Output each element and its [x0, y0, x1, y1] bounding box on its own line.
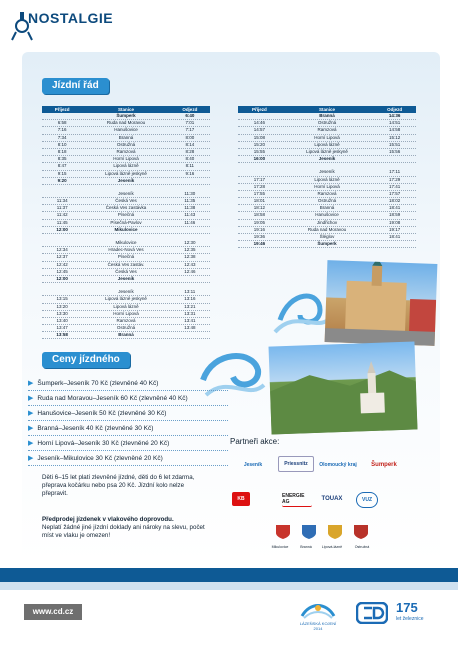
price-text: Ruda nad Moravou–Jeseník 60 Kč (zlevněné 40 Kč): [37, 394, 188, 402]
table-row: [42, 227, 210, 234]
departure-cell: [170, 227, 210, 233]
partner-logo-kb: KB: [232, 492, 250, 506]
station-cell: Lipová lázně: [314, 141, 340, 147]
station-cell: Lipová lázně: [113, 303, 139, 309]
table-row: [42, 262, 210, 269]
station-cell: Horní Lipová: [314, 134, 340, 140]
departure-cell: 13:41: [184, 317, 196, 323]
station-cell: Jindřichov: [316, 219, 338, 225]
station-cell: Písečná: [117, 254, 135, 260]
table-row: [42, 332, 210, 339]
departure-cell: 12:38: [184, 254, 196, 260]
station-cell: Branná: [118, 332, 134, 338]
departure-cell: 15:56: [388, 148, 401, 154]
price-text: Hanušovice–Jeseník 50 Kč (zlevněné 30 Kč): [37, 409, 167, 417]
arrival-cell: 19:46: [253, 241, 266, 247]
price-list: [28, 376, 228, 466]
price-text: Branná–Jeseník 40 Kč (zlevněné 30 Kč): [37, 424, 154, 432]
price-item: [28, 436, 228, 451]
departure-cell: 14:58: [388, 127, 401, 133]
landscape-photo: [269, 341, 418, 434]
arrival-cell: [42, 240, 82, 246]
table-row: [238, 177, 416, 184]
arrival-cell: 9:15: [57, 170, 67, 176]
station-cell: Česká Ves zastáv.: [107, 261, 145, 267]
arrival-cell: 13:15: [56, 296, 68, 302]
departure-cell: 12:30: [184, 240, 196, 245]
table-row: [238, 220, 416, 227]
footer-stripe: [0, 582, 458, 590]
station-cell: Horní Lipová: [113, 310, 139, 316]
arrival-cell: 17:28: [253, 183, 265, 189]
station-cell: Branná: [118, 134, 134, 140]
departure-cell: 17:11: [389, 169, 401, 175]
station-cell: Šléglov: [319, 234, 335, 239]
table-row: [42, 113, 210, 120]
footer-band: [0, 568, 458, 582]
partner-logo-olomoucky-kraj: Olomoucký kraj: [319, 462, 357, 468]
arrival-cell: 15:55: [253, 148, 265, 154]
table-row: [238, 156, 416, 163]
table-row: [42, 163, 210, 170]
departure-cell: 12:46: [184, 268, 196, 274]
departure-cell: 11:30: [184, 190, 196, 196]
table-row: [42, 212, 210, 219]
swirl-decoration: [270, 280, 330, 340]
table-row: [42, 311, 210, 318]
table-row: [42, 120, 210, 127]
table-row: [238, 149, 416, 156]
arrival-cell: 11:45: [56, 219, 68, 225]
timetable-left: [42, 106, 210, 339]
departure-cell: 8:28: [185, 148, 195, 154]
table-row: [238, 191, 416, 198]
arrival-cell: 11:37: [56, 205, 68, 211]
table-row: [42, 127, 210, 134]
price-text: Šumperk–Jeseník 70 Kč (zlevněné 40 Kč): [37, 379, 159, 387]
partner-logo-priessnitz: Priessnitz: [278, 456, 314, 472]
station-cell: Česká Ves: [115, 268, 137, 274]
arrow-icon: ▶: [28, 380, 34, 387]
departure-cell: 17:29: [388, 176, 401, 182]
arrow-icon: ▶: [28, 455, 34, 462]
website-link[interactable]: www.cd.cz: [24, 604, 82, 620]
departure-cell: [170, 276, 210, 282]
arrival-cell: 14:46: [253, 120, 265, 126]
station-cell: Hanušovice: [114, 127, 138, 133]
table-row: [42, 178, 210, 185]
arrival-cell: [42, 113, 82, 119]
station-cell: Jeseník: [117, 177, 135, 183]
departure-cell: 7:01: [185, 120, 195, 126]
departure-cell: 12:35: [184, 247, 196, 253]
arrival-cell: 12:37: [56, 254, 68, 260]
partners-heading: Partneři akce:: [230, 437, 280, 446]
departure-cell: 7:17: [185, 127, 195, 133]
partner-logo-energie-ag: ENERGIE AG: [282, 492, 312, 507]
departure-cell: 17:41: [388, 183, 401, 189]
arrival-cell: 7:34: [57, 134, 67, 140]
price-item: [28, 451, 228, 466]
partner-logo-sumperk: Šumperk: [371, 462, 397, 468]
departure-cell: 11:35: [184, 198, 196, 204]
station-cell: Šumperk: [317, 241, 337, 247]
station-cell: Hradec-Nová Ves: [108, 247, 144, 253]
arrival-cell: 18:01: [253, 198, 265, 204]
departure-cell: 19:08: [388, 219, 401, 225]
presale-title: Předprodej jízdenek v vlakového doprovodu.: [42, 516, 174, 523]
departure-cell: 18:59: [388, 212, 401, 218]
station-cell: Lipová lázně jeskyně: [306, 148, 348, 154]
departure-cell: [170, 178, 210, 184]
station-cell: Ramzová: [317, 190, 337, 196]
departure-cell: 8:00: [185, 134, 195, 140]
station-cell: Branná: [319, 205, 335, 211]
table-row: [238, 135, 416, 142]
arrival-cell: 8:47: [57, 163, 67, 169]
station-cell: Česká Ves: [115, 198, 137, 204]
station-cell: Písečná: [117, 212, 135, 218]
arrival-cell: [42, 191, 82, 197]
arrow-icon: ▶: [28, 395, 34, 402]
arrival-cell: 8:10: [57, 141, 67, 147]
price-item: [28, 421, 228, 436]
station-cell: Jeseník: [117, 275, 135, 281]
station-cell: Lipová lázně: [314, 176, 340, 182]
table-row: [238, 205, 416, 212]
departure-cell: 11:46: [184, 219, 196, 225]
departure-cell: 12:43: [184, 261, 196, 267]
departure-header: Odjezd: [182, 107, 198, 112]
arrival-cell: 19:16: [253, 226, 265, 232]
station-header: Stanice: [318, 107, 335, 112]
arrival-cell: 19:05: [253, 219, 265, 225]
table-row: [42, 240, 210, 247]
table-row: [238, 184, 416, 191]
table-row: [42, 289, 210, 296]
table-row: [42, 296, 210, 303]
arrival-cell: 12:00: [56, 275, 68, 281]
station-cell: Písečná-Pavlov: [110, 219, 142, 225]
table-row: [42, 318, 210, 325]
arrival-cell: 11:34: [56, 198, 68, 204]
station-cell: Česká Ves zastávka: [105, 205, 147, 211]
arrival-cell: 9:20: [57, 177, 67, 183]
discount-note: Děti 6–15 let platí zlevněné jízdné, děti do 6 let zdarma, přeprava kočárku nebo psa 20 Kč. Jízdní kolo nelze přepravit.: [42, 474, 195, 497]
table-row: [42, 171, 210, 178]
departure-cell: 15:51: [388, 141, 401, 147]
table-row: [238, 198, 416, 205]
departure-cell: 13:31: [184, 310, 196, 316]
partner-logo-touax: TOUAX: [321, 496, 343, 502]
table-row: [42, 205, 210, 212]
table-row: [42, 142, 210, 149]
table-row: [42, 325, 210, 332]
arrival-header: Příjezd: [54, 107, 70, 112]
arrow-icon: ▶: [28, 410, 34, 417]
departure-cell: 15:12: [388, 134, 401, 140]
station-cell: Hanušovice: [315, 212, 339, 218]
arrival-cell: [42, 289, 82, 295]
departure-cell: 14:51: [388, 120, 401, 126]
arrival-cell: [238, 169, 281, 175]
arrival-cell: 8:18: [57, 148, 67, 154]
price-item: [28, 376, 228, 391]
table-row: [238, 142, 416, 149]
table-row: [238, 212, 416, 219]
station-cell: Jeseník: [118, 190, 134, 196]
station-cell: Ruda nad Moravou: [106, 120, 146, 126]
brand-name: NOSTALGIE: [28, 10, 114, 26]
price-text: Horní Lipová–Jeseník 30 Kč (zlevněné 20 Kč): [37, 439, 170, 447]
arrival-cell: 6:58: [57, 120, 67, 126]
arrival-cell: 12:42: [56, 261, 68, 267]
station-cell: Jeseník: [318, 156, 336, 162]
table-row: [42, 254, 210, 261]
partner-logo-vuz: VUZ: [356, 492, 378, 508]
departure-cell: 18:41: [388, 234, 401, 239]
arrival-cell: 8:35: [57, 156, 67, 162]
arrival-cell: 17:17: [253, 176, 265, 182]
arrival-cell: 13:47: [56, 325, 68, 331]
partner-logo-ostruzna: Ostružná: [354, 545, 370, 549]
arrival-cell: 13:58: [56, 332, 68, 338]
departure-cell: 18:02: [388, 198, 401, 204]
table-row: [42, 269, 210, 276]
station-cell: Mikulovice: [115, 240, 137, 245]
partner-logo-jesenik: Jeseník: [243, 462, 263, 468]
departure-cell: 11:43: [184, 212, 196, 218]
station-cell: Ramzová: [116, 317, 136, 323]
table-row: [238, 127, 416, 134]
station-header: Stanice: [117, 107, 134, 112]
partner-logo-branna: Branná: [300, 545, 312, 549]
arrival-cell: 12:34: [56, 247, 68, 253]
table-row: [238, 169, 416, 176]
table-row: [238, 120, 416, 127]
station-cell: Ostružná: [116, 141, 136, 147]
station-cell: Ramzová: [116, 148, 136, 154]
station-cell: Horní Lipová: [113, 156, 139, 162]
table-row: [42, 304, 210, 311]
arrival-cell: 16:00: [253, 156, 266, 162]
cd-logo: [356, 602, 388, 624]
arrival-cell: 18:12: [253, 205, 265, 211]
station-cell: Lipová lázně: [113, 163, 139, 169]
station-cell: Ostružná: [317, 120, 337, 126]
station-cell: Jeseník: [319, 169, 335, 175]
arrival-cell: 15:08: [253, 134, 265, 140]
timetable-right: [238, 106, 416, 248]
partner-logo-lipova: Lipová-lázně: [321, 545, 343, 549]
anniversary-number: 175: [396, 600, 418, 615]
presale-body: Neplatí žádné jiné jízdní doklady ani nároky na slevu, počet míst ve vlaku je omezen!: [42, 524, 205, 539]
price-item: [28, 391, 228, 406]
station-cell: Horní Lipová: [314, 183, 340, 189]
departure-cell: 6:40: [185, 113, 195, 118]
price-text: Jeseník–Mikulovice 30 Kč (zlevněné 20 Kč): [37, 454, 163, 462]
arrival-cell: 18:58: [253, 212, 265, 218]
departure-cell: 19:17: [388, 226, 401, 232]
departure-cell: 17:57: [388, 190, 401, 196]
table-row: [238, 113, 416, 120]
partner-logo-mikulovice: Mikulovice: [271, 545, 289, 549]
arrival-cell: 13:40: [56, 317, 68, 323]
departure-cell: 13:16: [184, 296, 196, 302]
coat-of-arms-row: [272, 524, 376, 540]
table-row: [42, 149, 210, 156]
departure-cell: 8:14: [185, 141, 195, 147]
station-cell: Ruda nad Moravou: [307, 226, 347, 232]
table-header: [42, 106, 210, 113]
arrival-cell: 11:42: [56, 212, 68, 218]
departure-cell: [373, 156, 416, 162]
station-cell: Ostružná: [116, 325, 136, 331]
arrival-header: Příjezd: [251, 107, 267, 112]
arrival-cell: [238, 113, 281, 119]
departure-header: Odjezd: [387, 107, 403, 112]
arrival-cell: 12:00: [56, 226, 68, 232]
departure-cell: 13:48: [184, 325, 196, 331]
table-row: [238, 227, 416, 234]
price-item: [28, 406, 228, 421]
arrival-cell: 12:45: [56, 268, 68, 274]
table-row: [42, 135, 210, 142]
departure-cell: 13:21: [184, 303, 196, 309]
departure-cell: 8:11: [185, 163, 195, 169]
arrival-cell: 13:20: [56, 303, 68, 309]
presale-note: [42, 516, 214, 540]
arrival-cell: 17:55: [253, 190, 265, 196]
departure-cell: 8:40: [185, 156, 195, 162]
prices-heading: Ceny jízdného: [42, 352, 130, 368]
arrow-icon: ▶: [28, 440, 34, 447]
anniversary-subtitle: let železnice: [396, 616, 424, 622]
table-row: [42, 276, 210, 283]
station-cell: Ramzová: [317, 127, 337, 133]
departure-cell: 14:36: [388, 113, 401, 118]
station-cell: Jeseník: [118, 289, 134, 295]
table-header: [238, 106, 416, 113]
arrival-cell: 14:57: [253, 127, 265, 133]
station-cell: Šumperk: [116, 113, 136, 118]
table-row: [42, 247, 210, 254]
departure-cell: 11:38: [184, 205, 196, 211]
departure-cell: [373, 241, 416, 247]
station-cell: Mikulovice: [114, 226, 138, 232]
departure-cell: 13:11: [184, 289, 196, 295]
departure-cell: 18:41: [388, 205, 401, 211]
station-cell: Lipová lázně jeskyně: [105, 296, 147, 302]
arrival-cell: 7:16: [57, 127, 67, 133]
station-cell: Lipová lázně jeskyně: [105, 170, 147, 176]
table-row: [42, 191, 210, 198]
table-row: [42, 220, 210, 227]
spa-season-text: LÁZEŇSKÁ KOJENÍ 2014: [299, 621, 337, 631]
station-cell: Branná: [319, 113, 335, 118]
arrival-cell: 19:36: [253, 234, 265, 239]
station-cell: Ostružná: [317, 198, 337, 204]
table-row: [42, 156, 210, 163]
arrival-cell: 15:20: [253, 141, 265, 147]
departure-cell: 9:16: [185, 170, 195, 176]
timetable-heading: Jízdní řád: [42, 78, 109, 94]
arrow-icon: ▶: [28, 425, 34, 432]
arrival-cell: 13:30: [56, 310, 68, 316]
table-row: [238, 241, 416, 248]
town-hall-photo: [325, 260, 438, 346]
